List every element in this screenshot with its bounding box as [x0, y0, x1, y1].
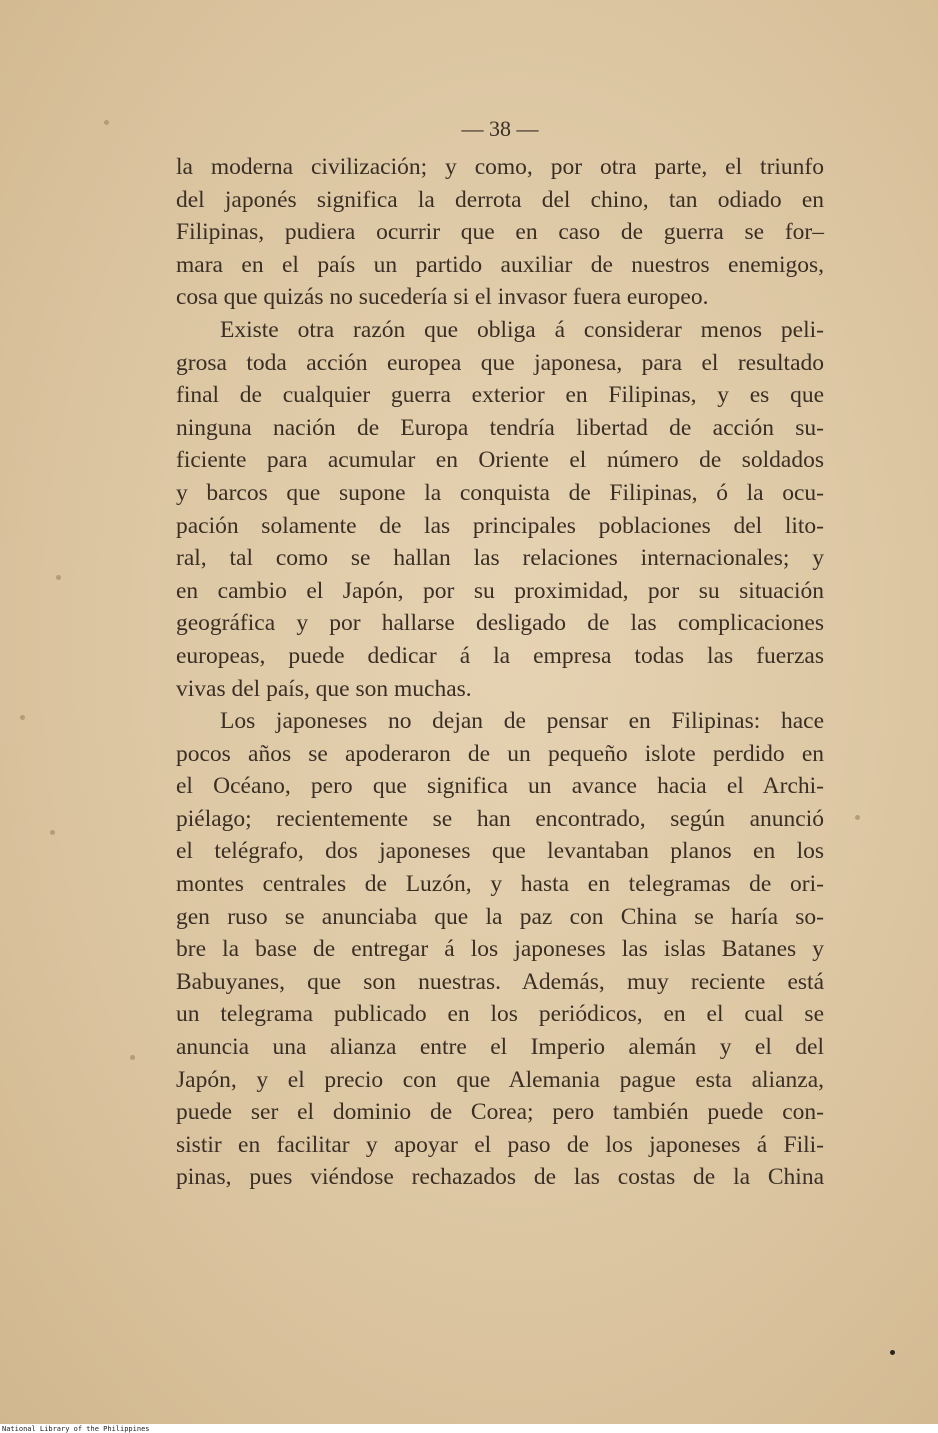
- text-line: del japonés significa la derrota del chino, tan odiado en: [176, 186, 824, 213]
- text-line: un telegrama publicado en los periódicos, en el cual se: [176, 1001, 824, 1028]
- text-line: ninguna nación de Europa tendría libertad de acción su-: [176, 414, 824, 441]
- text-line: en cambio el Japón, por su proximidad, por su situación: [176, 577, 824, 604]
- text-line: mara en el país un partido auxiliar de nuestros enemigos,: [176, 251, 824, 278]
- text-line: bre la base de entregar á los japoneses las islas Batanes y: [176, 936, 824, 963]
- text-line: piélago; recientemente se han encontrado, según anunció: [176, 805, 824, 832]
- text-line: gen ruso se anunciaba que la paz con China se haría so-: [176, 903, 824, 930]
- text-line: vivas del país, que son muchas.: [176, 675, 472, 702]
- text-line: Japón, y el precio con que Alemania pague esta alianza,: [176, 1066, 824, 1093]
- paragraph-start-line: Los japoneses no dejan de pensar en Filipinas: hace: [220, 708, 824, 735]
- text-line: final de cualquier guerra exterior en Filipinas, y es que: [176, 382, 824, 409]
- text-line: sistir en facilitar y apoyar el paso de los japoneses á Fili-: [176, 1131, 824, 1158]
- body-text: [176, 151, 824, 1194]
- paper-speck: [855, 815, 860, 820]
- footer-credit: National Library of the Philippines: [2, 1425, 150, 1433]
- text-line: geográfica y por hallarse desligado de las complicaciones: [176, 610, 824, 637]
- page-number: — 38 —: [461, 116, 539, 141]
- text-line: el telégrafo, dos japoneses que levantaban planos en los: [176, 838, 824, 865]
- text-line: europeas, puede dedicar á la empresa todas las fuerzas: [176, 642, 824, 669]
- text-line: grosa toda acción europea que japonesa, para el resultado: [176, 349, 824, 376]
- text-line: Babuyanes, que son nuestras. Además, muy reciente está: [176, 968, 824, 995]
- text-line: y barcos que supone la conquista de Filipinas, ó la ocu-: [176, 479, 824, 506]
- text-line: ral, tal como se hallan las relaciones internacionales; y: [176, 545, 824, 572]
- text-line: ficiente para acumular en Oriente el número de soldados: [176, 447, 824, 474]
- text-line: Filipinas, pudiera ocurrir que en caso de guerra se for–: [176, 219, 824, 246]
- text-line: cosa que quizás no sucedería si el invasor fuera europeo.: [176, 284, 709, 311]
- text-line: montes centrales de Luzón, y hasta en telegramas de ori-: [176, 871, 824, 898]
- text-line: pinas, pues viéndose rechazados de las costas de la China: [176, 1164, 824, 1191]
- paragraph-start-line: Existe otra razón que obliga á considerar menos peli-: [220, 316, 824, 343]
- paper-speck: [20, 715, 25, 720]
- paper-speck: [130, 1055, 135, 1060]
- paper-speck: [890, 1350, 895, 1355]
- paper-speck: [50, 830, 55, 835]
- text-line: puede ser el dominio de Corea; pero también puede con-: [176, 1099, 824, 1126]
- text-line: anuncia una alianza entre el Imperio alemán y el del: [176, 1034, 824, 1061]
- text-line: el Océano, pero que significa un avance hacia el Archi-: [176, 773, 824, 800]
- text-line: pación solamente de las principales poblaciones del lito-: [176, 512, 824, 539]
- text-line: la moderna civilización; y como, por otra parte, el triunfo: [176, 154, 824, 180]
- paper-speck: [56, 575, 61, 580]
- paper-speck: [104, 120, 109, 125]
- text-line: pocos años se apoderaron de un pequeño islote perdido en: [176, 740, 824, 767]
